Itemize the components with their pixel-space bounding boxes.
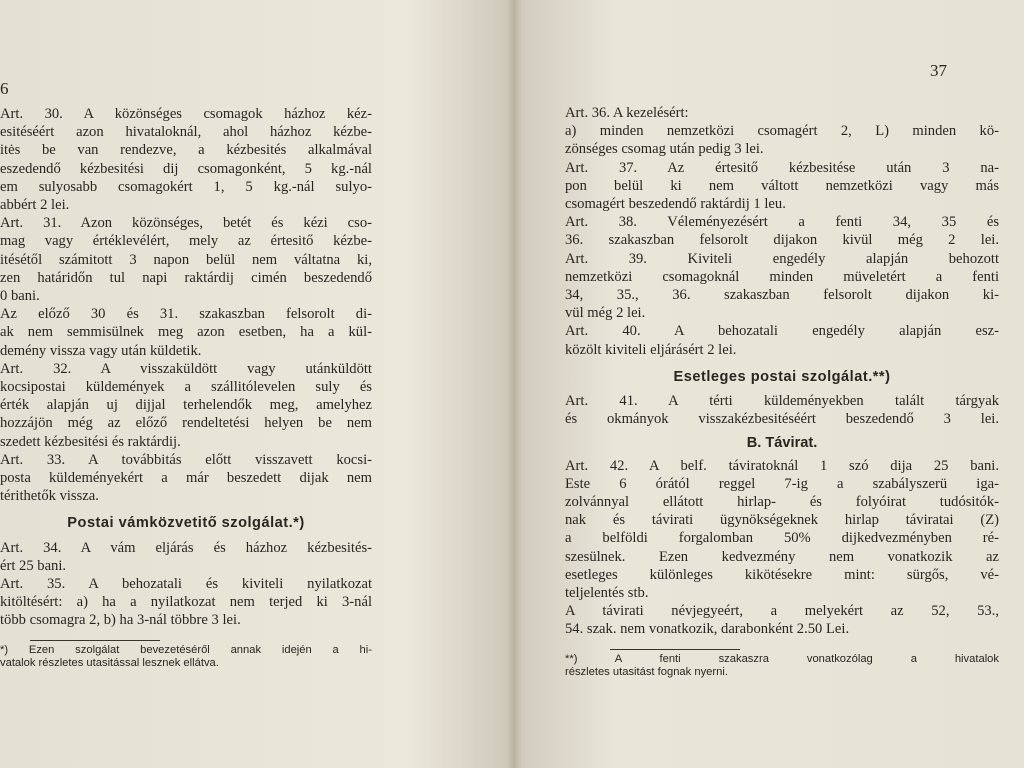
page-number-left: 6 (0, 79, 9, 98)
left-page-text (0, 105, 372, 671)
text-line: hozzájön még az előző rendeltetési helyen be nem (0, 415, 372, 432)
footnote-line: vatalok részletes utasitással lesznek ellátva. (0, 657, 219, 670)
text-line: Art. 37. Az értesitő kézbesitése után 3 na- (565, 159, 999, 176)
text-line: Art. 42. A belf. táviratoknál 1 szó dija 25 bani. (565, 457, 999, 474)
text-line: esitéséért azon hivataloknál, ahol házhoz kézbe- (0, 124, 372, 141)
subsection-heading: B. Távirat. (746, 435, 818, 452)
text-line: vül még 2 lei. (565, 305, 646, 322)
text-line: kocsipostai küldemények a szállitólevelen suly és (0, 379, 372, 396)
text-line: Art. 34. A vám eljárás és házhoz kézbesités- (0, 539, 372, 556)
text-line: eszedendő kézbesitési dij csomagonként, 5 kg.-nál (0, 160, 372, 177)
text-line: itésétől számitott 3 napon belül nem váltatna ki, (0, 251, 372, 268)
text-line: csomagért beszedendő raktárdij 1 leu. (565, 196, 786, 213)
text-line: Az előző 30 és 31. szakaszban felsorolt di- (0, 306, 372, 323)
text-line: pon belül ki nem váltott nemzetközi vagy más (565, 177, 999, 194)
text-line: Art. 41. A térti küldeményekben talált tárgyak (565, 393, 999, 410)
text-line: Art. 40. A behozatali engedély alapján esz- (565, 323, 999, 340)
text-line: em sulyosabb csomagokért 1, 5 kg.-nál sulyo- (0, 178, 372, 195)
text-line: demény vissza vagy után küldetik. (0, 342, 202, 359)
page-number-right: 37 (930, 61, 947, 80)
text-line: ért 25 bani. (0, 557, 67, 574)
footnote-rule (30, 640, 160, 641)
text-line: Art. 38. Véleményezésért a fenti 34, 35 és (565, 214, 999, 231)
text-line: posta küldeményekért a már beszedett dijak nem (0, 470, 372, 487)
text-line: Art. 39. Kiviteli engedély alapján behozott (565, 250, 999, 267)
text-line: szedett kézbesitési és raktárdij. (0, 433, 181, 450)
text-line: és okmányok visszakézbesitéséért beszedendő 3 lei. (565, 411, 999, 428)
text-line: kitöltésért: a) ha a nyilatkozat nem terjed ki 3-nál (0, 594, 372, 611)
text-line: zen határidőn tul napi raktárdij cimén beszedendő (0, 269, 372, 286)
text-line: a belföldi forgalomban 50% dijkedvezményben ré- (565, 530, 999, 547)
footnote-line: **) A fenti szakaszra vonatkozólag a hivatalok (565, 652, 999, 665)
text-line: közölt kiviteli eljárásért 2 lei. (565, 341, 737, 358)
text-line: Art. 31. Azon közönséges, betét és kézi cso- (0, 215, 372, 232)
footnote-line: részletes utasitást fognak nyerni. (565, 666, 728, 679)
text-line: szesülnek. Ezen kedvezmény nem vonatkozik az (565, 548, 999, 565)
left-page (0, 0, 505, 768)
text-line: Art. 30. A közönséges csomagok házhoz kéz- (0, 106, 372, 122)
text-line: 34, 35., 36. szakaszban felsorolt dijakon ki- (565, 287, 999, 304)
text-line: Este 6 órától reggel 7-ig a szabályszerü iga- (565, 475, 999, 492)
text-line: Art. 32. A visszaküldött vagy utánküldött (0, 360, 372, 377)
footnote (0, 644, 372, 671)
text-line: 0 bani. (0, 288, 40, 305)
text-line: a) minden nemzetközi csomagért 2, L) minden kö- (565, 123, 999, 140)
right-page-text (565, 104, 999, 680)
text-line: Art. 36. A kezelésért: (565, 105, 689, 121)
text-line: érték alapján uj dijjal terhelendők meg, amelyhez (0, 397, 372, 414)
text-line: 54. szak. nem vonatkozik, darabonként 2.50 Lei. (565, 621, 850, 638)
text-line: mag vagy értéklevélért, mely az értesitő kézbe- (0, 233, 372, 250)
text-line: térithetők vissza. (0, 488, 99, 505)
text-line: nak és távirati ügynökségeknek hirlap táviratai (Z) (565, 512, 999, 529)
text-line: Art. 35. A behozatali és kiviteli nyilatkozat (0, 576, 372, 593)
text-line: teljelentés stb. (565, 585, 649, 602)
text-line: 36. szakaszban felsorolt dijakon kivül még 2 lei. (565, 232, 999, 249)
section-heading: Esetleges postai szolgálat.**) (673, 368, 891, 385)
footnote-rule (610, 649, 740, 650)
text-line: A távirati névjegyeért, a melyekért az 52, 53., (565, 603, 999, 620)
text-line: több csomagra 2, b) ha 3-nál többre 3 lei. (0, 612, 241, 629)
text-line: zönséges csomag után pedig 3 lei. (565, 141, 764, 158)
right-page (520, 0, 1024, 768)
text-line: abbért 2 lei. (0, 197, 70, 214)
text-line: Art. 33. A továbbitás előtt visszavett kocsi- (0, 451, 372, 468)
text-line: esetleges különleges kikötésekre mint: sürgős, vé- (565, 566, 999, 583)
text-line: itės be van rendezve, a kézbesités alkalmával (0, 142, 372, 159)
footnote-line: *) Ezen szolgálat bevezetéséről annak idején a hi- (0, 643, 372, 656)
text-line: zolvánnyal ellátott hirlap- és folyóirat tudósitók- (565, 494, 999, 511)
text-line: nemzetközi csomagoknál minden müveletért a fenti (565, 268, 999, 285)
footnote (565, 653, 999, 680)
text-line: ak nem semmisülnek meg azon esetben, ha a kül- (0, 324, 372, 341)
section-heading: Postai vámközvetitő szolgálat.*) (67, 515, 305, 532)
